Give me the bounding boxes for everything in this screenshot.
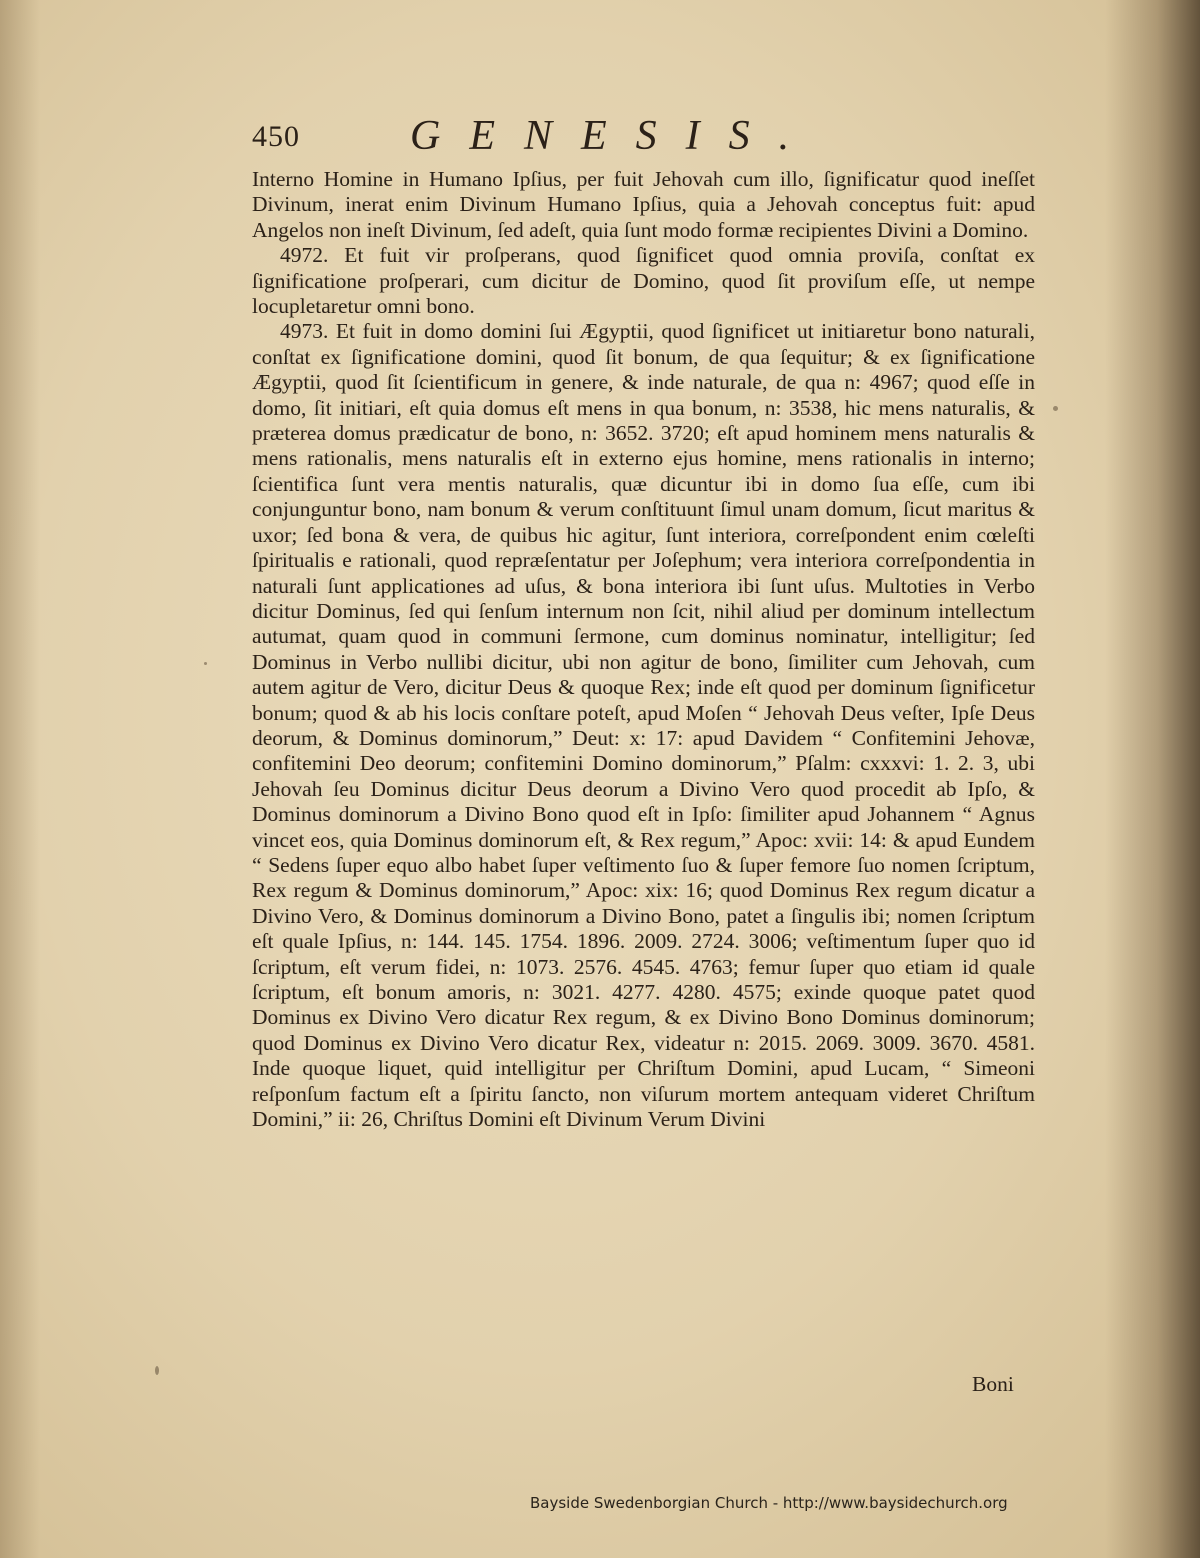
paragraph-4972: 4972. Et fuit vir proſperans, quod ſignificet quod omnia proviſa, conſtat ex ſignificatione proſperari, cum dicitur de Domino, quod ſit proviſum eſſe, ut nempe locupletaretur omni bono. [252, 243, 1035, 319]
binding-shadow [1105, 0, 1200, 1558]
page-header [252, 108, 912, 158]
running-title: GENESIS. [410, 113, 819, 159]
paper-speck [1053, 406, 1058, 411]
paragraph-4973: 4973. Et fuit in domo domini ſui Ægyptii, quod ſignificet ut initiaretur bono naturali, conſtat ex ſignificatione domini, quod ſit bonum, de qua ſequitur; & ex ſignificatione Ægyptii, quod ſit ſcientificum in genere, & inde naturale, de qua n: 4967; quod eſſe in domo, ſit initiari, eſt quia domus eſt mens in qua bonum, n: 3538, hic mens naturalis, & præterea domus prædicatur de bono, n: 3652. 3720; eſt apud hominem mens naturalis & mens rationalis, mens naturalis eſt in externo ejus homine, mens rationalis in interno; ſcientifica ſunt vera mentis naturalis, quæ dicuntur ibi in domo ſua eſſe, cum ibi conjunguntur bono, nam bonum & verum conſtituunt ſimul unam domum, ſicut maritus & uxor; ſed bona & vera, de quibus hic agitur, ſunt interiora, correſpondent enim cœleſti ſpiritualis e rationali, quod repræſentatur per Joſephum; vera interiora correſpondentia in naturali ſunt applicationes ad uſus, & bona interiora ibi ſunt uſus. Multoties in Verbo dicitur Dominus, ſed qui ſenſum internum non ſcit, nihil aliud per dominum intellectum autumat, quam quod in communi ſermone, cum dominus nominatur, intelligitur; ſed Dominus in Verbo nullibi dicitur, ubi non agitur de bono, ſimiliter cum Jehovah, cum autem agitur de Vero, dicitur Deus & quoque Rex; inde eſt quod per dominum ſignificetur bonum; quod & ab his locis conſtare poteſt, apud Moſen “ Jehovah Deus veſter, Ipſe Deus deorum, & Dominus dominorum,” Deut: x: 17: apud Davidem “ Confitemini Jehovæ, confitemini Deo deorum; confitemini Domino dominorum,” Pſalm: cxxxvi: 1. 2. 3, ubi Jehovah ſeu Dominus dicitur Deus deorum a Divino Vero quod procedit ab Ipſo, & Dominus dominorum a Divino Bono quod eſt in Ipſo: ſimiliter apud Johannem “ Agnus vincet eos, quia Dominus dominorum eſt, & Rex regum,” Apoc: xvii: 14: & apud Eundem “ Sedens ſuper equo albo habet ſuper veſtimento ſuo & ſuper femore ſuo nomen ſcriptum, Rex regum & Dominus dominorum,” Apoc: xix: 16; quod Dominus Rex regum dicatur a Divino Vero, & Dominus dominorum a Divino Bono, patet a ſingulis ibi; nomen ſcriptum eſt quale Ipſius, n: 144. 145. 1754. 1896. 2009. 2724. 3006; veſtimentum ſuper quo id ſcriptum, eſt verum fidei, n: 1073. 2576. 4545. 4763; femur ſuper quo etiam id quale ſcriptum, eſt bonum amoris, n: 3021. 4277. 4280. 4575; exinde quoque patet quod Dominus ex Divino Vero dicatur Rex regum, & ex Divino Bono Dominus dominorum; quod Dominus ex Divino Vero dicatur Rex, videatur n: 2015. 2069. 3009. 3670. 4581. Inde quoque liquet, quid intelligitur per Chriſtum Domini, apud Lucam, “ Simeoni reſponſum factum eſt a ſpiritu ſancto, non viſurum mortem antequam videret Chriſtum Domini,” ii: 26, Chriſtus Domini eſt Divinum Verum Divini [252, 319, 1035, 1132]
body-text [252, 167, 1035, 1132]
page-number: 450 [252, 120, 300, 153]
footer-credit: Bayside Swedenborgian Church - http://www.baysidechurch.org [530, 1494, 1008, 1512]
catchword: Boni [972, 1372, 1014, 1396]
paper-speck [155, 1366, 159, 1375]
paper-speck [204, 662, 207, 665]
paragraph-continuation: Interno Homine in Humano Ipſius, per fuit Jehovah cum illo, ſignificatur quod ineſſet Divinum, inerat enim Divinum Humano Ipſius, quia a Jehovah conceptus fuit: apud Angelos non ineſt Divinum, ſed adeſt, quia ſunt modo formæ recipientes Divini a Domino. [252, 167, 1035, 242]
